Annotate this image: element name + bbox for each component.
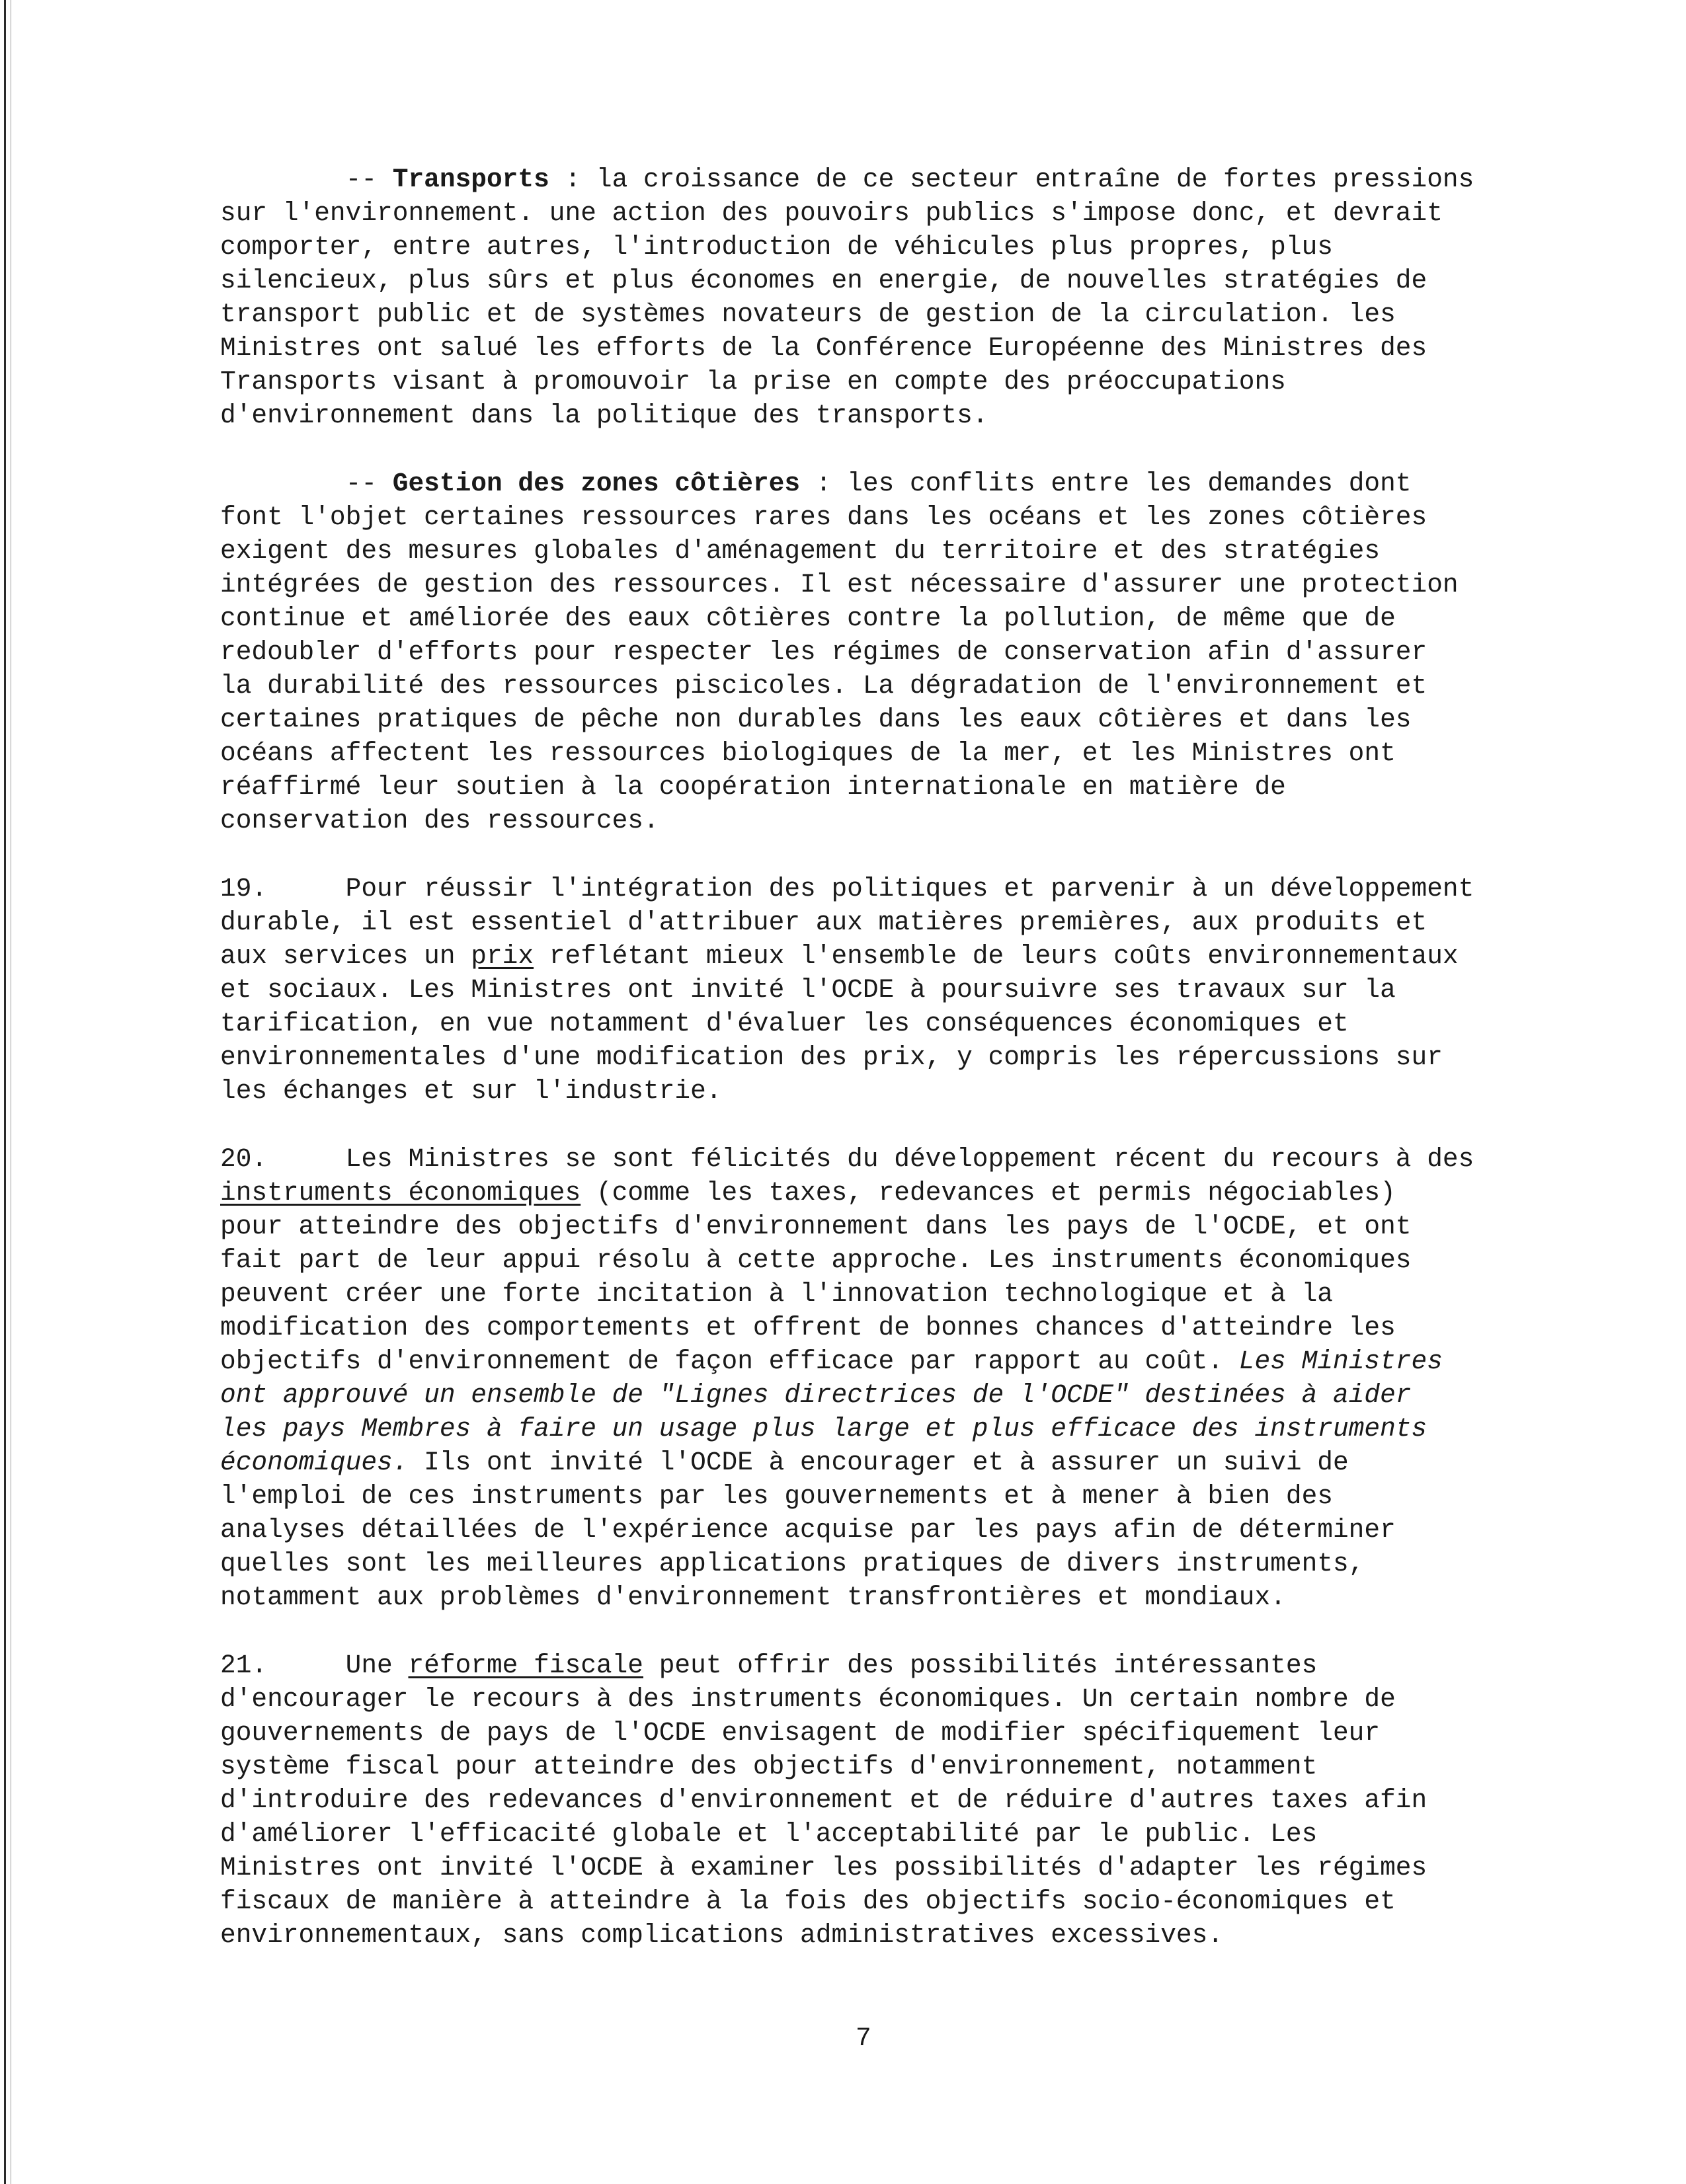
paragraph [220, 1649, 1556, 1952]
text-line [220, 1547, 1556, 1580]
text-line [220, 568, 1556, 602]
text-line [220, 1479, 1556, 1513]
text-segment: quelles sont les meilleures applications pratiques de divers instruments, [220, 1549, 1365, 1579]
text-line [220, 163, 1556, 196]
text-segment: (comme les taxes, redevances et permis négociables) [581, 1178, 1396, 1208]
text-segment: sur l'environnement. une action des pouvoirs publics s'impose donc, et devrait [220, 198, 1443, 228]
text-segment: et sociaux. Les Ministres ont invité l'OCDE à poursuivre ses travaux sur la [220, 975, 1396, 1005]
text-segment: notamment aux problèmes d'environnement transfrontières et mondiaux. [220, 1582, 1286, 1612]
text-segment: Ministres ont salué les efforts de la Conférence Européenne des Ministres des [220, 333, 1427, 363]
text-line [220, 365, 1556, 399]
underlined-term: réforme fiscale [408, 1651, 644, 1680]
text-segment: d'environnement dans la politique des transports. [220, 401, 988, 430]
bold-heading: Gestion des zones côtières [392, 469, 801, 498]
text-segment: Transports visant à promouvoir la prise en compte des préoccupations [220, 367, 1286, 397]
text-segment: exigent des mesures globales d'aménagement du territoire et des stratégies [220, 536, 1381, 566]
paragraph [220, 467, 1556, 838]
text-segment: redoubler d'efforts pour respecter les régimes de conservation afin d'assurer [220, 637, 1427, 667]
page-number: 7 [856, 2023, 871, 2053]
text-segment: continue et améliorée des eaux côtières contre la pollution, de même que de [220, 604, 1396, 633]
text-segment: d'améliorer l'efficacité globale et l'acceptabilité par le public. Les [220, 1819, 1318, 1849]
text-segment: transport public et de systèmes novateurs de gestion de la circulation. les [220, 299, 1396, 329]
text-line [220, 1142, 1556, 1176]
paragraph [220, 163, 1556, 432]
text-segment: système fiscal pour atteindre des objectifs d'environnement, notamment [220, 1752, 1318, 1781]
text-line [220, 1649, 1556, 1682]
text-segment: modification des comportements et offrent de bonnes chances d'atteindre les [220, 1313, 1396, 1343]
text-line [220, 1074, 1556, 1108]
text-line [220, 1277, 1556, 1311]
text-line [220, 1446, 1556, 1479]
italic-text: ont approuvé un ensemble de "Lignes directrices de l'OCDE" destinées à aider [220, 1380, 1412, 1410]
text-segment: réaffirmé leur soutien à la coopération internationale en matière de [220, 772, 1286, 802]
text-segment: -- [220, 469, 393, 498]
text-line [220, 297, 1556, 331]
text-segment: environnementaux, sans complications administratives excessives. [220, 1920, 1224, 1950]
text-segment: peuvent créer une forte incitation à l'innovation technologique et à la [220, 1279, 1333, 1309]
text-segment: comporter, entre autres, l'introduction de véhicules plus propres, plus [220, 232, 1333, 262]
text-segment: 20. Les Ministres se sont félicités du développement récent du recours à des [220, 1144, 1474, 1174]
document-body [220, 163, 1556, 1952]
text-line [220, 331, 1556, 365]
text-segment: objectifs d'environnement de façon efficace par rapport au coût. [220, 1346, 1239, 1376]
text-segment: océans affectent les ressources biologiques de la mer, et les Ministres ont [220, 738, 1396, 768]
paragraph-gap [220, 1614, 1556, 1649]
text-line [220, 1918, 1556, 1952]
text-segment: fait part de leur appui résolu à cette approche. Les instruments économiques [220, 1245, 1412, 1275]
italic-text: économiques. [220, 1448, 409, 1477]
text-line [220, 1412, 1556, 1446]
text-line [220, 467, 1556, 500]
text-segment: -- [220, 165, 393, 194]
text-line [220, 1243, 1556, 1277]
text-segment: 19. Pour réussir l'intégration des politiques et parvenir à un développement [220, 874, 1474, 904]
text-line [220, 703, 1556, 736]
text-segment: silencieux, plus sûrs et plus économes en energie, de nouvelles stratégies de [220, 266, 1427, 295]
text-line [220, 973, 1556, 1007]
paragraph-gap [220, 432, 1556, 467]
text-line [220, 1378, 1556, 1412]
text-line [220, 1513, 1556, 1547]
text-line [220, 1176, 1556, 1210]
text-line [220, 872, 1556, 906]
text-segment: pour atteindre des objectifs d'environnement dans les pays de l'OCDE, et ont [220, 1212, 1412, 1241]
paragraph [220, 872, 1556, 1108]
text-segment: la durabilité des ressources piscicoles. La dégradation de l'environnement et [220, 671, 1427, 701]
text-segment: les échanges et sur l'industrie. [220, 1076, 722, 1106]
text-line [220, 1851, 1556, 1885]
text-segment: d'introduire des redevances d'environnement et de réduire d'autres taxes afin [220, 1785, 1427, 1815]
text-line [220, 1210, 1556, 1243]
text-line [220, 1007, 1556, 1040]
text-line [220, 602, 1556, 635]
text-segment: durable, il est essentiel d'attribuer aux matières premières, aux produits et [220, 908, 1427, 937]
text-line [220, 1040, 1556, 1074]
text-segment: intégrées de gestion des ressources. Il est nécessaire d'assurer une protection [220, 570, 1459, 600]
text-line [220, 1580, 1556, 1614]
underlined-term: instruments économiques [220, 1178, 581, 1208]
text-segment: Ils ont invité l'OCDE à encourager et à assurer un suivi de [408, 1448, 1349, 1477]
paragraph-gap [220, 1108, 1556, 1142]
text-line [220, 906, 1556, 939]
text-line [220, 1311, 1556, 1345]
text-line [220, 1783, 1556, 1817]
text-line [220, 264, 1556, 297]
italic-text: les pays Membres à faire un usage plus large et plus efficace des instruments [220, 1414, 1427, 1444]
text-segment: fiscaux de manière à atteindre à la fois des objectifs socio-économiques et [220, 1887, 1396, 1916]
text-segment: l'emploi de ces instruments par les gouvernements et à mener à bien des [220, 1481, 1333, 1511]
paragraph [220, 1142, 1556, 1614]
text-segment: : la croissance de ce secteur entraîne de fortes pressions [549, 165, 1474, 194]
text-line [220, 196, 1556, 230]
text-line [220, 635, 1556, 669]
paragraph-gap [220, 838, 1556, 872]
text-line [220, 534, 1556, 568]
text-segment: aux services un [220, 941, 471, 971]
text-line [220, 736, 1556, 770]
text-line [220, 1716, 1556, 1750]
text-segment: environnementales d'une modification des prix, y compris les répercussions sur [220, 1042, 1443, 1072]
text-segment: Ministres ont invité l'OCDE à examiner les possibilités d'adapter les régimes [220, 1853, 1427, 1883]
text-line [220, 1817, 1556, 1851]
text-line [220, 1682, 1556, 1716]
italic-text: Les Ministres [1238, 1346, 1443, 1376]
bold-heading: Transports [392, 165, 549, 194]
text-segment: tarification, en vue notamment d'évaluer les conséquences économiques et [220, 1009, 1349, 1038]
text-segment: analyses détaillées de l'expérience acquise par les pays afin de déterminer [220, 1515, 1396, 1545]
text-segment: conservation des ressources. [220, 806, 659, 836]
text-line [220, 230, 1556, 264]
text-line [220, 1750, 1556, 1783]
underlined-term: prix [471, 941, 534, 971]
text-segment: d'encourager le recours à des instruments économiques. Un certain nombre de [220, 1684, 1396, 1714]
text-line [220, 1885, 1556, 1918]
text-line [220, 939, 1556, 973]
text-line [220, 1345, 1556, 1378]
text-line [220, 770, 1556, 804]
text-segment: certaines pratiques de pêche non durables dans les eaux côtières et dans les [220, 705, 1412, 734]
text-line [220, 399, 1556, 432]
text-segment: font l'objet certaines ressources rares dans les océans et les zones côtières [220, 502, 1427, 532]
text-line [220, 500, 1556, 534]
text-line [220, 804, 1556, 838]
text-segment: gouvernements de pays de l'OCDE envisagent de modifier spécifiquement leur [220, 1718, 1381, 1748]
scan-left-edge [4, 0, 6, 2184]
text-segment: peut offrir des possibilités intéressantes [643, 1651, 1318, 1680]
text-segment: 21. Une [220, 1651, 409, 1680]
text-segment: : les conflits entre les demandes dont [800, 469, 1412, 498]
text-line [220, 669, 1556, 703]
text-segment: reflétant mieux l'ensemble de leurs coûts environnementaux [534, 941, 1459, 971]
